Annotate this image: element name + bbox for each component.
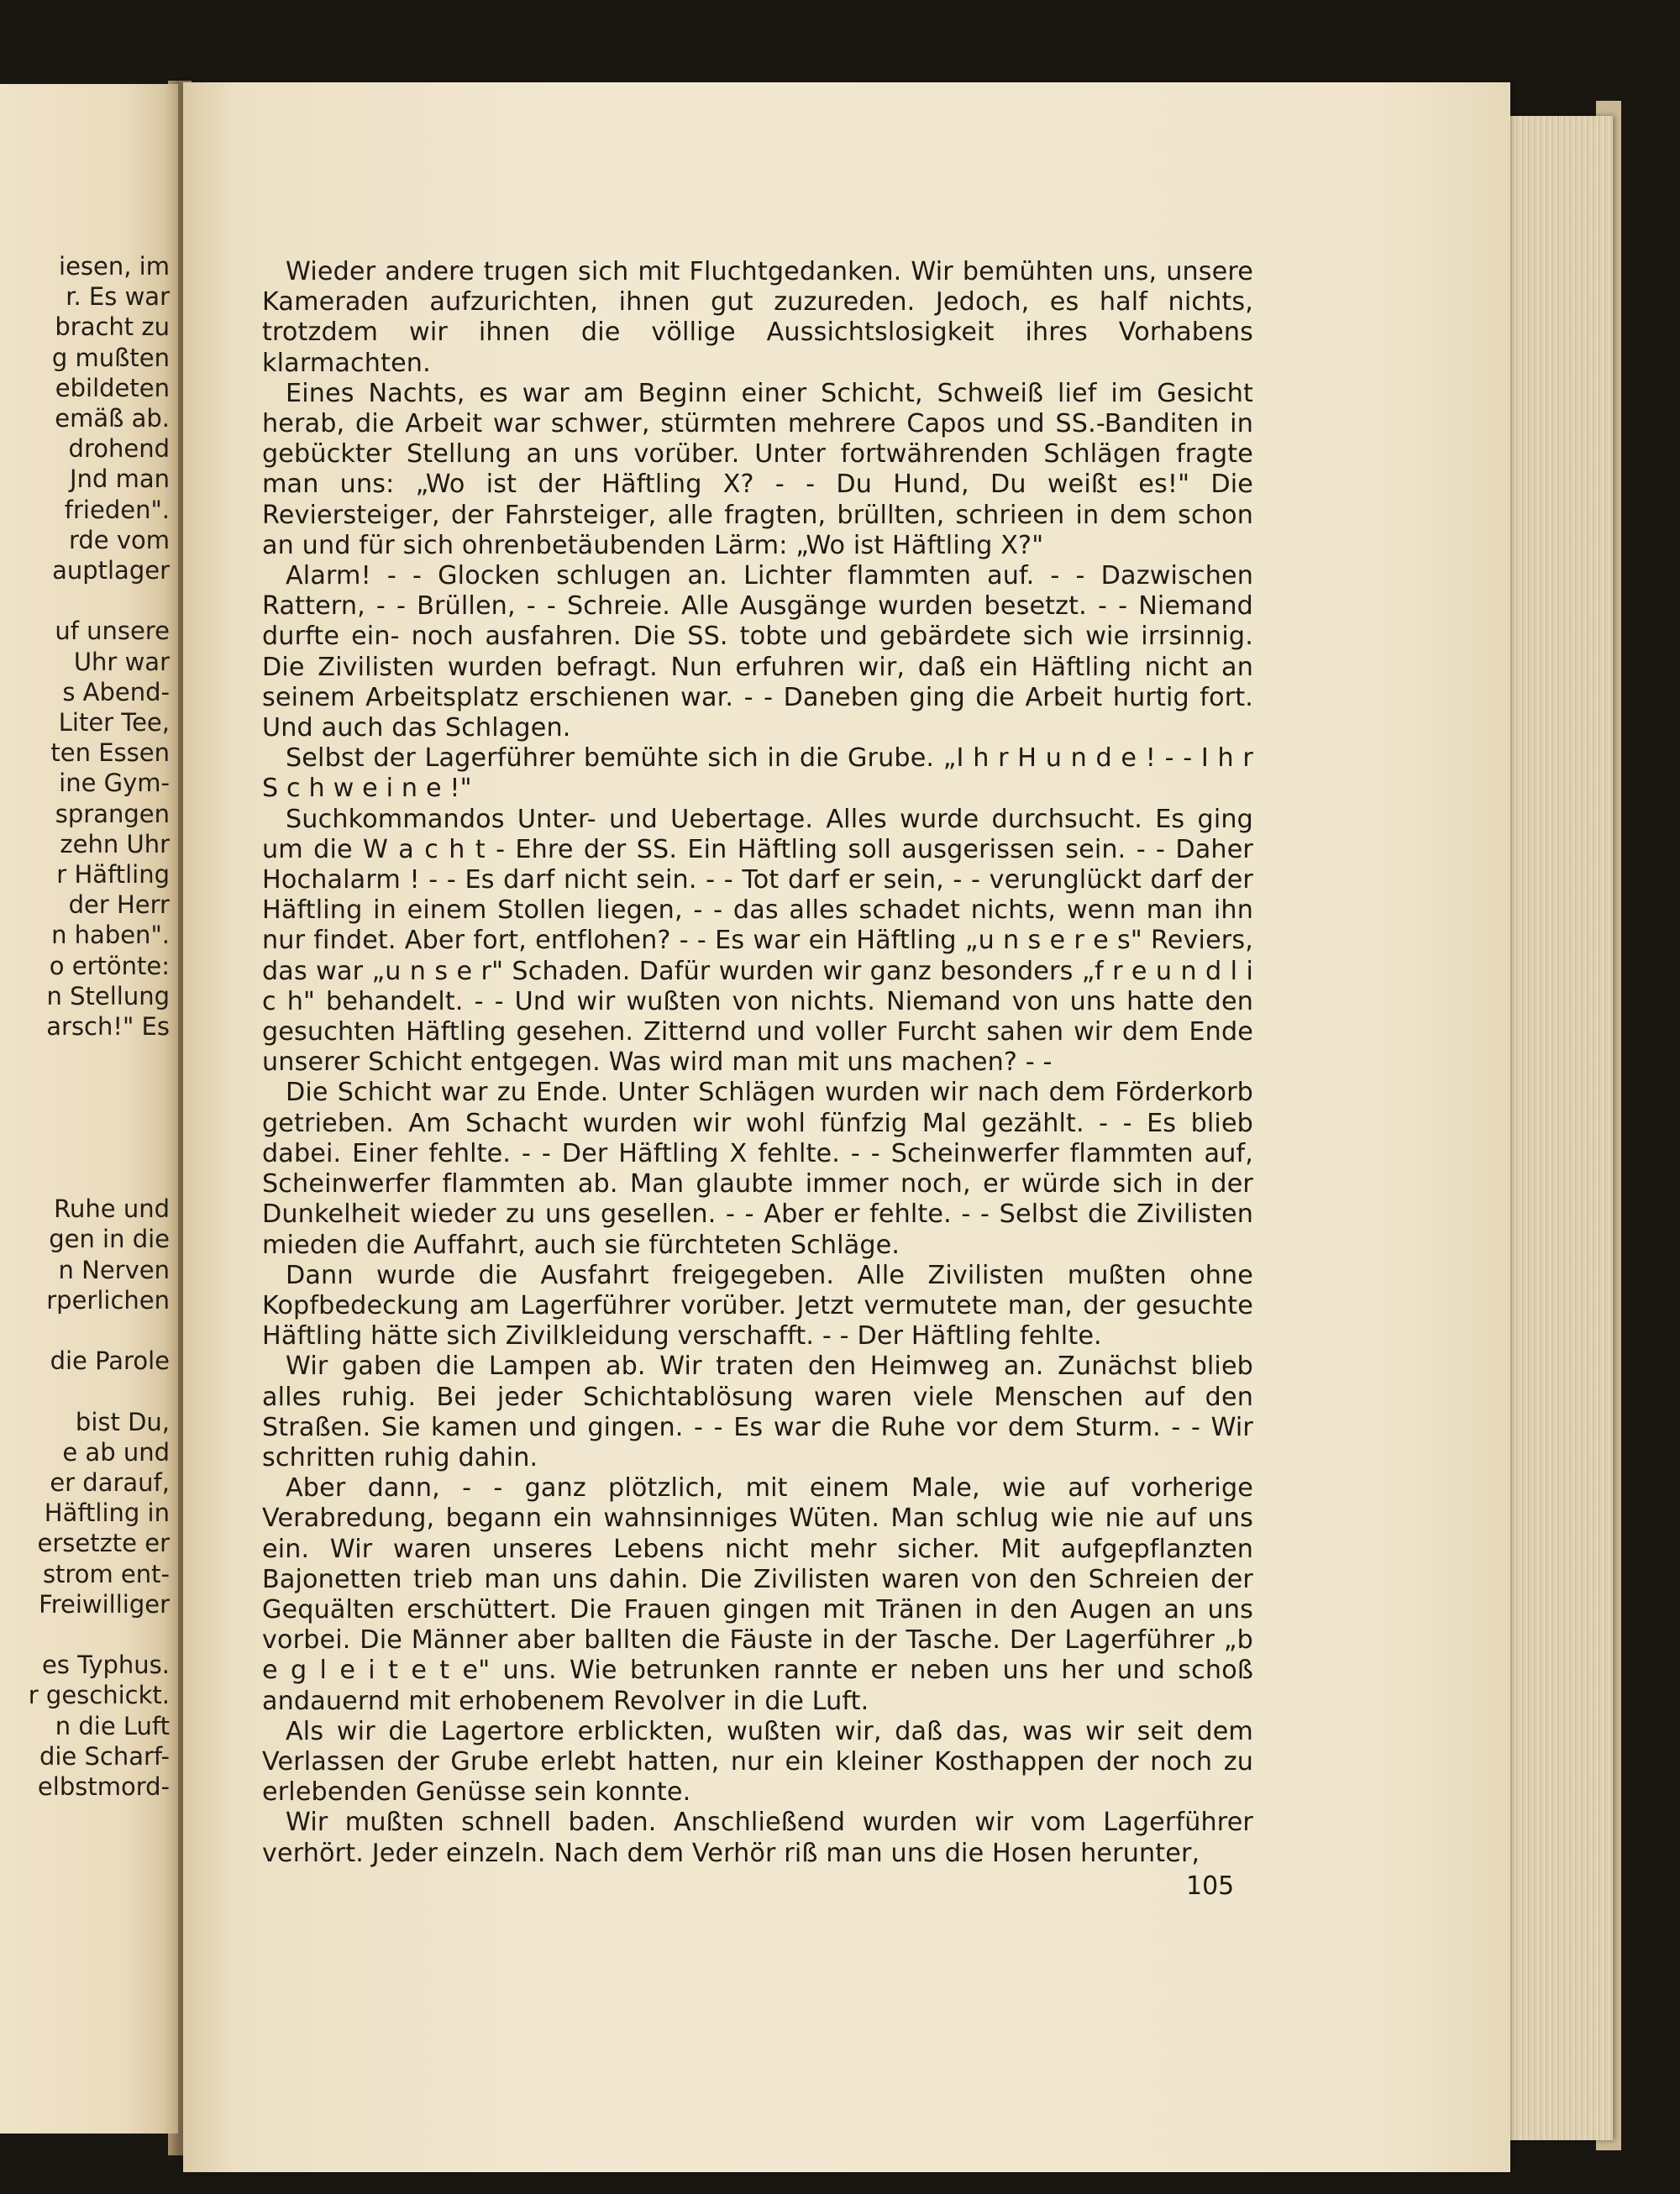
page-block-edges <box>1495 116 1613 2140</box>
left-page-line: Jnd man <box>70 465 170 494</box>
left-page-line: emäß ab. <box>55 404 170 433</box>
paragraph: Als wir die Lagertore erblickten, wußten wir, daß das, was wir seit dem Verlassen der Grube erlebt hatten, nur ein kleiner Kosthappen der noch zu erlebenden Genüsse sein konnte. <box>262 1716 1253 1808</box>
left-page-line: g mußten <box>51 343 170 372</box>
left-page-line: zehn Uhr <box>60 829 170 858</box>
paragraph: Wir gaben die Lampen ab. Wir traten den Heimweg an. Zunächst blieb alles ruhig. Bei jeder Schichtablösung waren viele Menschen auf den Straßen. Sie kamen und gingen. - - Es war die Ruhe vor dem Sturm. - - Wir schritten ruhig dahin. <box>262 1352 1253 1472</box>
paragraph: Wieder andere trugen sich mit Fluchtgedanken. Wir bemühten uns, unsere Kameraden aufzurichten, ihnen gut zuzureden. Jedoch, es half nichts, trotzdem wir ihnen die völlige Aussichtslosigkeit ihres Vorhabens klarmachten. <box>262 257 1253 378</box>
left-page-line: o ertönte: <box>49 951 170 980</box>
paragraph: Wir mußten schnell baden. Anschließend wurden wir vom Lagerführer verhört. Jeder einzeln. Nach dem Verhör riß man uns die Hosen herunter, <box>262 1808 1253 1868</box>
left-page-line: es Typhus. <box>41 1651 170 1680</box>
paragraph: Eines Nachts, es war am Beginn einer Schicht, Schweiß lief im Gesicht herab, die Arbeit war schwer, stürmten mehrere Capos und SS.-Banditen in gebückter Stellung an uns vorüber. Unter fortwährenden Schlägen fragte man uns: „Wo ist der Häftling X? - - Du Hund, Du weißt es!" Die Reviersteiger, der Fahrsteiger, alle fragten, brüllten, schrieen in dem schon an und für sich ohrenbetäubenden Lärm: „Wo ist Häftling X?" <box>262 378 1253 560</box>
left-page-line: bracht zu <box>55 312 170 342</box>
left-page-line: er darauf, <box>50 1468 170 1497</box>
left-page-line: drohend <box>68 434 170 464</box>
left-page-line: ersetzte er <box>37 1529 170 1558</box>
left-page-line: n haben". <box>51 921 170 950</box>
left-page-line: bist Du, <box>75 1407 170 1436</box>
page-number: 105 <box>1186 1871 1235 1901</box>
left-page-line: ine Gym- <box>59 769 170 798</box>
left-page-line: uf unsere <box>55 617 170 646</box>
paragraph: Die Schicht war zu Ende. Unter Schlägen wurden wir nach dem Förderkorb getrieben. Am Schacht wurden wir wohl fünfzig Mal gezählt. - - Es blieb dabei. Einer fehlte. - - Der Häftling X fehlte. - - Scheinwerfer flammten auf, Scheinwerfer flammten ab. Man glaubte immer noch, er würde sich in der Dunkelheit wieder zu uns gesellen. - - Aber er fehlte. - - Selbst die Zivilisten mieden die Auffahrt, auch sie fürchteten Schläge. <box>262 1078 1253 1260</box>
left-page-line: frieden". <box>64 495 170 524</box>
page-body-text <box>262 257 1253 1869</box>
left-page-line: rperlichen <box>46 1285 170 1315</box>
left-page-line: rde vom <box>68 525 170 554</box>
left-page-line: n die Luft <box>55 1711 170 1740</box>
paragraph: Dann wurde die Ausfahrt freigegeben. Alle Zivilisten mußten ohne Kopfbedeckung am Lagerführer vorüber. Jetzt vermutete man, der gesuchte Häftling hätte sich Zivilkleidung verschafft. - - Der Häftling fehlte. <box>262 1260 1253 1352</box>
left-page-line: ten Essen <box>50 738 170 768</box>
left-page-line: Liter Tee, <box>58 708 170 737</box>
paragraph: Suchkommandos Unter- und Uebertage. Alles wurde durchsucht. Es ging um die W a c h t - Ehre der SS. Ein Häftling soll ausgerissen sein. - - Daher Hochalarm ! - - Es darf nicht sein. - - Tot darf er sein, - - verunglückt darf der Häftling in einem Stollen liegen, - - das alles schadet nichts, wenn man ihn nur findet. Aber fort, entflohen? - - Es war ein Häftling „u n s e r e s" Reviers, das war „u n s e r" Schaden. Dafür wurden wir ganz besonders „f r e u n d l i c h" behandelt. - - Und wir wußten von nichts. Niemand von uns hatte den gesuchten Häftling gesehen. Zitternd und voller Furcht sahen wir dem Ende unserer Schicht entgegen. Was wird man mit uns machen? - - <box>262 804 1253 1078</box>
left-page-line: gen in die <box>49 1225 170 1254</box>
left-page-line: die Scharf- <box>39 1741 170 1771</box>
left-page-line: ebildeten <box>55 373 170 402</box>
paragraph: Aber dann, - - ganz plötzlich, mit einem Male, wie auf vorherige Verabredung, begann ein wahnsinniges Wüten. Man schlug wie nie auf uns ein. Wir waren unseres Lebens nicht mehr sicher. Mit aufgepflanzten Bajonetten trieb man uns dahin. Die Zivilisten waren von den Schreien der Gequälten erschüttert. Die Frauen gingen mit Tränen in den Augen an uns vorbei. Die Männer aber ballten die Fäuste in der Tasche. Der Lagerführer „b e g l e i t e t e" uns. Wie betrunken rannte er neben uns her und schoß andauernd mit erhobenem Revolver in die Luft. <box>262 1473 1253 1716</box>
paragraph: Selbst der Lagerführer bemühte sich in die Grube. „I h r H u n d e ! - - I h r S c h w e i n e !" <box>262 743 1253 804</box>
left-page-line: n Nerven <box>58 1255 170 1284</box>
left-page-line: Freiwilliger <box>39 1589 170 1619</box>
left-page-line: sprangen <box>55 799 170 828</box>
left-page-line: der Herr <box>68 890 170 920</box>
left-page-line: e ab und <box>62 1437 170 1467</box>
left-page-line: arsch!" Es <box>46 1012 170 1041</box>
left-page-line: Häftling in <box>44 1499 170 1528</box>
left-page-line: Uhr war <box>73 647 170 676</box>
left-page-line: r geschickt. <box>28 1681 170 1710</box>
left-page-line: Ruhe und <box>54 1194 170 1224</box>
paragraph: Alarm! - - Glocken schlugen an. Lichter flammten auf. - - Dazwischen Rattern, - - Brüllen, - - Schreie. Alle Ausgänge wurden besetzt. - - Niemand durfte ein- noch ausfahren. Die SS. tobte und gebärdete sich wie irrsinnig. Die Zivilisten wurden befragt. Nun erfuhren wir, daß ein Häftling nicht an seinem Arbeitsplatz erschienen war. - - Daneben ging die Arbeit hurtig fort. Und auch das Schlagen. <box>262 561 1253 743</box>
left-page-line: strom ent- <box>42 1559 170 1588</box>
left-page-line: elbstmord- <box>37 1772 170 1801</box>
left-page-line: r Häftling <box>56 860 170 889</box>
left-page-line: iesen, im <box>59 252 170 281</box>
left-page-fragment <box>0 84 178 2134</box>
left-page-line: s Abend- <box>62 677 170 706</box>
left-page-line: die Parole <box>50 1346 170 1376</box>
left-page-line: n Stellung <box>46 981 170 1010</box>
left-page-line: auptlager <box>52 556 170 585</box>
left-page-line: r. Es war <box>66 282 170 312</box>
